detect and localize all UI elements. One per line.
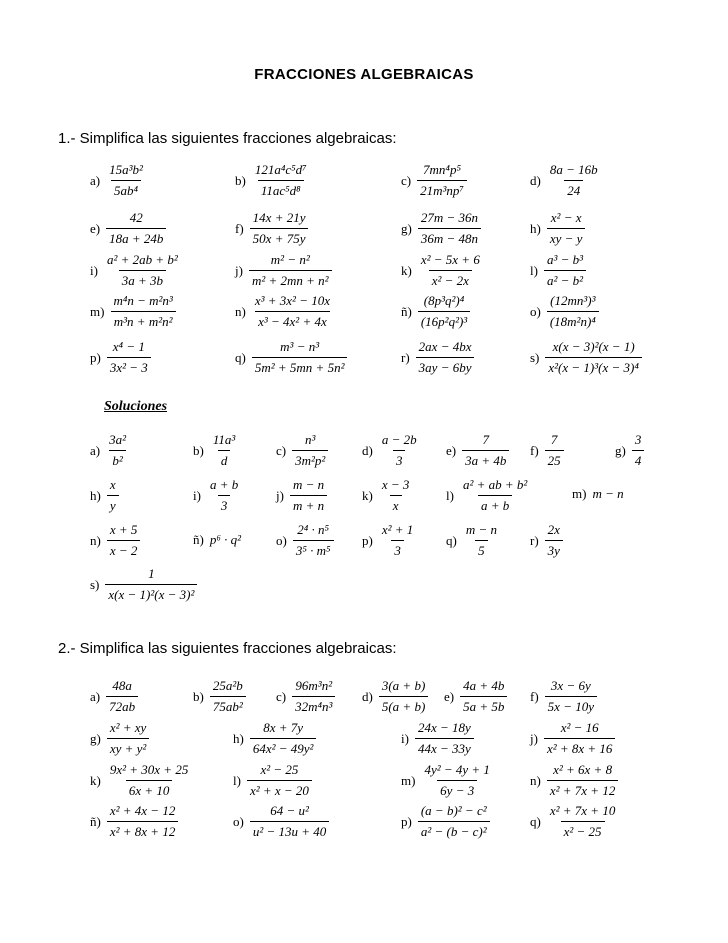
exercise-1s: s) $\frac{\text{x(x − 3)²(x − 1)}}{\text{x²(x − 1)³(x − 3)⁴}}$ [530,339,642,376]
page-title: FRACCIONES ALGEBRAICAS [254,66,474,83]
exercise-1b: b) $\frac{\text{121a⁴c⁵d⁷}}{\text{11ac⁵d⁸}}$ [235,162,307,198]
solution-f: f) $\frac{7}{25}$ [530,432,564,469]
exercise-2e: e) $\frac{4a + 4b}{5a + 5b}$ [444,678,507,715]
section1-heading: 1.- Simplifica las siguientes fracciones algebraicas: [58,130,397,147]
exercise-2m: m) $\frac{\text{4y² − 4y + 1}}{6y - 3}$ [401,762,490,798]
exercise-2j: j) $\frac{\text{x² − 16}}{\text{x² + 8x + 16}}$ [530,720,615,757]
solution-j: j) $\frac{m - n}{m + n}$ [276,477,327,514]
solution-r: r) $\frac{2x}{3y}$ [530,522,563,559]
exercise-1o: o) $\frac{\text{(12mn³)³}}{\text{(18m²n)⁴}}$ [530,293,599,330]
exercise-2n: n) $\frac{\text{x² + 6x + 8}}{\text{x² + 7x + 12}}$ [530,762,618,799]
solution-e: e) $\frac{7}{3a + 4b}$ [446,432,509,469]
exercise-2p: p) $\frac{\text{(a − b)² − c²}}{\text{a² − (b − c)²}}$ [401,803,490,840]
exercise-2q: q) $\frac{\text{x² + 7x + 10}}{\text{x² − 25}}$ [530,803,616,839]
exercise-2b: b) $\frac{\text{25a²b}}{\text{75ab²}}$ [193,678,246,715]
solution-m: m) m − n [572,486,624,501]
exercise-1n: n) $\frac{\text{x³ + 3x² − 10x}}{\text{x³ − 4x² + 4x}}$ [235,293,330,329]
exercise-1e: e) $\frac{42}{18a + 24b}$ [90,210,166,247]
solution-h: h) $\frac{x}{y}$ [90,477,119,514]
solutions-heading: Soluciones [104,399,168,414]
solution-d: d) $\frac{a - 2b}{3}$ [362,432,417,468]
exercise-2d: d) $\frac{3(a + b)}{5(a + b)}$ [362,678,428,715]
exercise-1k: k) $\frac{\text{x² − 5x + 6}}{\text{x² − 2x}}$ [401,252,480,288]
exercise-1c: c) $\frac{\text{7mn⁴p⁵}}{\text{21m³np⁷}}$ [401,162,467,199]
exercise-2g: g) $\frac{\text{x² + xy}}{\text{xy + y²}}$ [90,720,149,757]
exercise-1r: r) $\frac{2ax - 4bx}{3ay - 6by}$ [401,339,474,376]
solution-a: a) $\frac{\text{3a²}}{\text{b²}}$ [90,432,127,468]
exercise-2f: f) $\frac{3x - 6y}{5x - 10y}$ [530,678,597,715]
exercise-2l: l) $\frac{\text{x² − 25}}{\text{x² + x − 20}}$ [233,762,312,799]
solution-c: c) $\frac{\text{n³}}{\text{3m²p²}}$ [276,432,328,469]
solution-k: k) $\frac{x - 3}{x}$ [362,477,410,513]
exercise-2a: a) $\frac{48a}{72ab}$ [90,678,138,715]
exercise-2o: o) $\frac{\text{64 − u²}}{\text{u² − 13u + 40}}$ [233,803,329,840]
exercise-1i: i) $\frac{\text{a² + 2ab + b²}}{3a + 3b}$ [90,252,178,288]
solution-n: n) $\frac{x + 5}{x - 2}$ [90,522,140,559]
exercise-2c: c) $\frac{\text{96m³n²}}{\text{32m⁴n³}}$ [276,678,335,715]
solution-b: b) $\frac{\text{11a³}}{d}$ [193,432,236,468]
solution-ñ: ñ) p⁶ · q² [193,532,242,547]
solution-g: g) $\frac{3}{4}$ [615,432,644,469]
exercise-1d: d) $\frac{8a - 16b}{24}$ [530,162,598,198]
exercise-2ñ: ñ) $\frac{\text{x² + 4x − 12}}{\text{x² + 8x + 12}}$ [90,803,178,840]
solution-s: s) $\frac{1}{\text{x(x − 1)²(x − 3)²}}$ [90,566,197,603]
exercise-1g: g) $\frac{27m - 36n}{36m - 48n}$ [401,210,481,247]
exercise-1h: h) $\frac{\text{x² − x}}{xy - y}$ [530,210,585,247]
exercise-2k: k) $\frac{\text{9x² + 30x + 25}}{6x + 10}$ [90,762,189,798]
exercise-1f: f) $\frac{14x + 21y}{50x + 75y}$ [235,210,308,247]
exercise-1ñ: ñ) $\frac{\text{(8p³q²)⁴}}{\text{(16p²q²)³}}$ [401,293,470,330]
exercise-1a: a) $\frac{\text{15a³b²}}{\text{5ab⁴}}$ [90,162,143,198]
solution-q: q) $\frac{m - n}{5}$ [446,522,498,558]
section2-heading: 2.- Simplifica las siguientes fracciones algebraicas: [58,640,397,657]
solution-p: p) $\frac{\text{x² + 1}}{3}$ [362,522,414,558]
exercise-1m: m) $\frac{\text{m⁴n − m²n³}}{\text{m³n + m²n²}}$ [90,293,176,330]
solution-o: o) $\frac{\text{2⁴ · n⁵}}{\text{3⁵ · m⁵}}$ [276,522,334,559]
exercise-1j: j) $\frac{\text{m² − n²}}{\text{m² + 2mn + n²}}$ [235,252,332,289]
solution-l: l) $\frac{\text{a² + ab + b²}}{a + b}$ [446,477,528,513]
exercise-1l: l) $\frac{\text{a³ − b³}}{\text{a² − b²}}$ [530,252,586,289]
exercise-1p: p) $\frac{\text{x⁴ − 1}}{\text{3x² − 3}}$ [90,339,151,376]
exercise-2i: i) $\frac{24x - 18y}{44x - 33y}$ [401,720,474,757]
solution-i: i) $\frac{a + b}{3}$ [193,477,239,513]
exercise-2h: h) $\frac{8x + 7y}{\text{64x² − 49y²}}$ [233,720,316,757]
exercise-1q: q) $\frac{\text{m³ − n³}}{\text{5m² + 5mn + 5n²}}$ [235,339,347,376]
